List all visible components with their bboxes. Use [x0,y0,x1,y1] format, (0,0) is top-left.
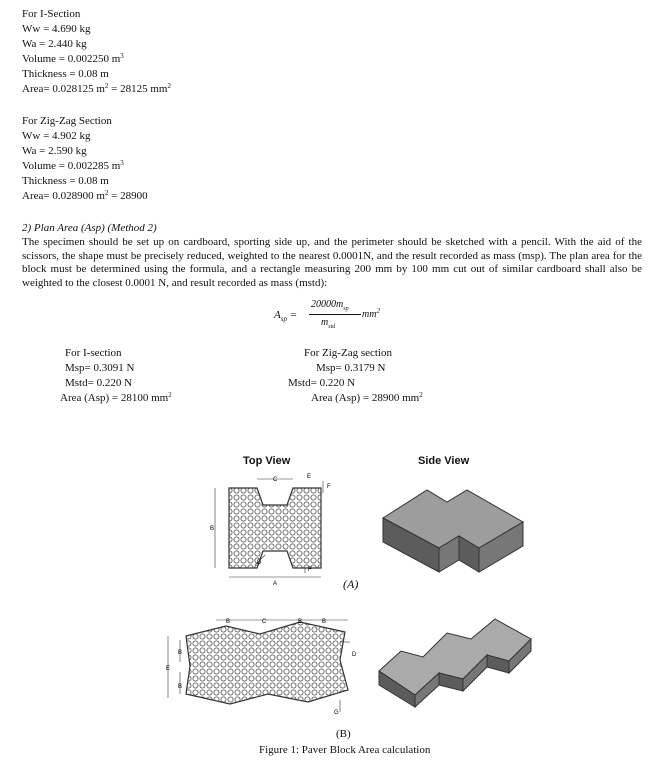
dim-b1-label: B [226,619,231,625]
dim-c-label: C [273,477,278,483]
zigzag-section-title: For Zig-Zag Section [22,115,112,127]
results-z-msp: Msp= 0.3179 N [316,362,386,374]
i-section-thickness: Thickness = 0.08 m [22,68,109,80]
side-view-label: Side View [418,455,470,467]
i-section-area: Area= 0.028125 $m^2 = 28125$ $mm^2$ [22,82,171,95]
dim-c2-label: C [262,619,267,625]
dim-e-label: E [307,474,312,480]
results-i-title: For I-section [65,347,122,359]
zigzag-section-ww: Ww = 4.902 kg [22,130,91,142]
method2-heading: 2) Plan Area (Asp) (Method 2) [22,222,157,234]
figure-label-b: (B) [336,728,351,740]
method2-paragraph: The specimen should be set up on cardboard, sporting side up, and the perimeter should be sketched with a pencil. With the aid of the scissors, the shape must be precisely reduced, weighted to the nearest 0.0001N, and the result recorded as mass (msp). The plan area for the block must be determined using the formula, and a rectangle measuring 200 mm by 100 mm cut out of similar cardboard shall also be weighted to the closest 0.0001 N, and result recorded as mass (mstd): [22,236,642,289]
zigzag-section-volume: Volume = 0.002285 $m^3$ [22,159,124,172]
i-section-ww: Ww = 4.690 kg [22,23,91,35]
dim-f-label: F [327,484,331,490]
zigzag-section-area: Area= 0.028900 $m^2 = 28900$ [22,189,148,202]
zigzag-side-view [375,615,535,705]
dim-f2-label: F [308,567,312,573]
results-i-msp: Msp= 0.3091 N [65,362,135,374]
i-section-wa: Wa = 2.440 kg [22,38,87,50]
dim-b2-label: B [298,619,303,625]
dim-b-label: B [210,526,215,532]
results-z-title: For Zig-Zag section [304,347,392,359]
dim-b4-label: B [178,650,183,656]
results-i-mstd: Mstd= 0.220 N [65,377,133,389]
results-z-area: Area (Asp) = 28900 $mm^2$ [311,391,423,404]
i-section-side-view [375,482,535,572]
top-view-label: Top View [243,455,291,467]
dim-d2-label: D [352,652,357,658]
area-formula: $A_{sp}$ = $20000m_{sp}$ $m_{std}$ $mm^2$ [274,299,380,330]
results-z-mstd: Mstd= 0.220 N [288,377,356,389]
figure-label-a: (A) [343,577,359,591]
zigzag-section-wa: Wa = 2.590 kg [22,145,87,157]
zigzag-section-thickness: Thickness = 0.08 m [22,175,109,187]
i-section-title: For I-Section [22,8,81,20]
i-section-volume: Volume = 0.002250 $m^3$ [22,52,124,65]
dim-g-label: G [334,710,339,716]
dim-b5-label: B [178,684,183,690]
dim-e2-label: E [166,666,171,672]
zigzag-top-view [150,612,360,717]
dim-a-label: A [273,581,278,587]
dim-d-label: D [257,560,262,566]
dim-b3-label: B [322,619,327,625]
results-i-area: Area (Asp) = 28100 $mm^2$ [60,391,172,404]
i-section-top-view [205,473,345,593]
figure-caption: Figure 1: Paver Block Area calculation [259,744,431,756]
